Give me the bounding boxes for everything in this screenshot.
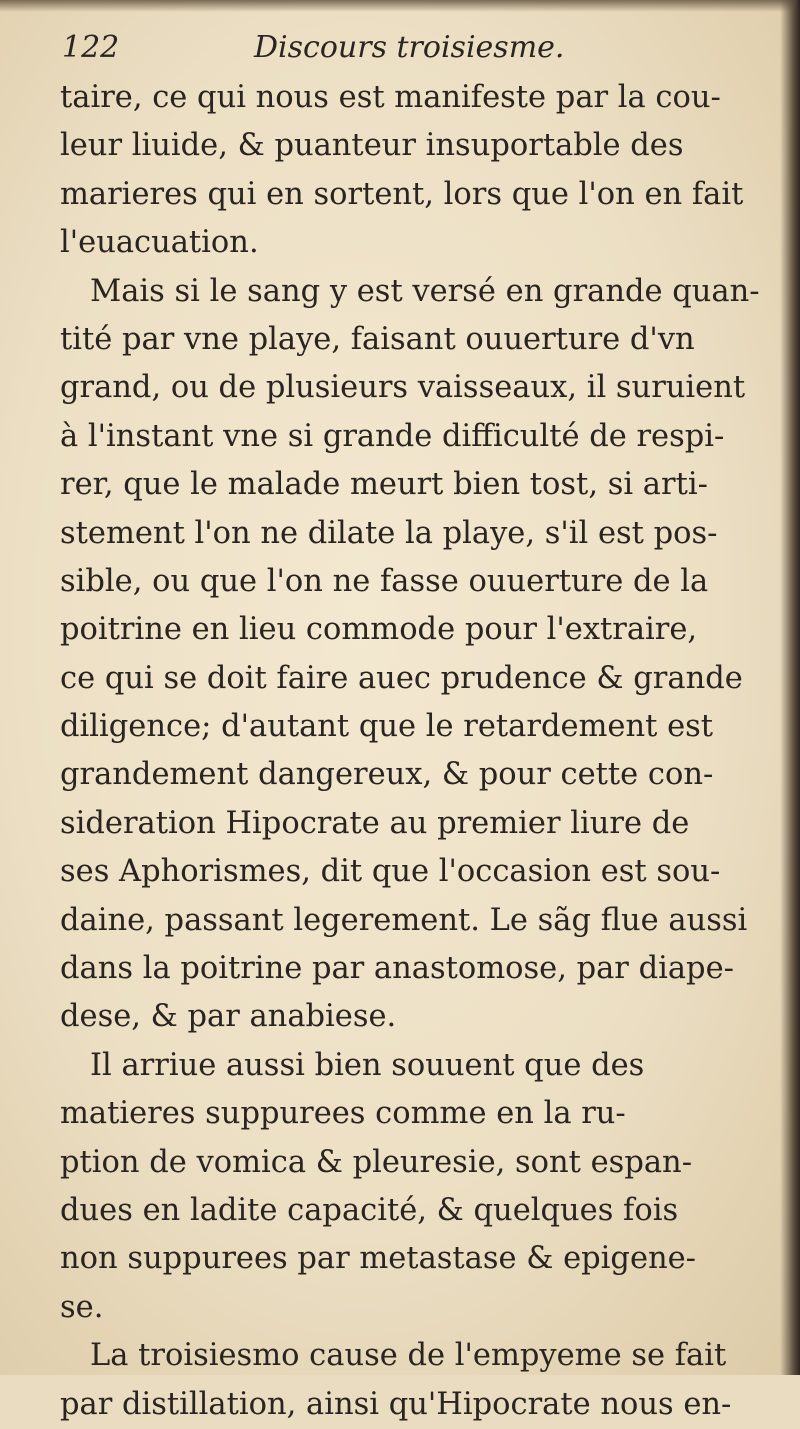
text-line: se. <box>60 1289 104 1325</box>
text-line: daine, passant legerement. Le sãg flue aussi <box>60 902 748 938</box>
text-line: l'euacuation. <box>60 225 259 261</box>
text-line: leur liuide, & puanteur insuportable des <box>60 128 684 164</box>
text-line: diligence; d'autant que le retardement est <box>60 709 714 745</box>
text-line: ses Aphorismes, dit que l'occasion est sou- <box>60 854 721 890</box>
page-top-shadow <box>0 0 800 12</box>
text-line: dese, & par anabiese. <box>60 999 397 1035</box>
text-line: à l'instant vne si grande difficulté de respi- <box>60 418 725 454</box>
page-header <box>62 26 752 76</box>
text-line: sible, ou que l'on ne fasse ouuerture de la <box>60 563 709 599</box>
page-number: 122 <box>62 30 120 65</box>
text-line: non suppurees par metastase & epigene- <box>60 1241 696 1277</box>
paragraph-start-line: Mais si le sang y est versé en grande quan- <box>90 273 760 309</box>
text-line: tité par vne playe, faisant ouuerture d'vn <box>60 321 695 357</box>
text-line: dans la poitrine par anastomose, par diape- <box>60 951 734 987</box>
text-line: rer, que le malade meurt bien tost, si arti- <box>60 467 708 503</box>
text-line: matieres suppurees comme en la ru- <box>60 1096 626 1132</box>
paragraph-start-line: La troisiesmo cause de l'empyeme se fait <box>90 1338 727 1374</box>
text-line: grandement dangereux, & pour cette con- <box>60 757 714 793</box>
text-line: marieres qui en sortent, lors que l'on en fait <box>60 176 744 212</box>
page-binding-edge <box>780 0 800 1375</box>
text-line: taire, ce qui nous est manifeste par la cou- <box>60 80 721 115</box>
text-line: ce qui se doit faire auec prudence & grande <box>60 660 743 696</box>
text-line: dues en ladite capacité, & quelques fois <box>60 1192 679 1228</box>
text-line: par distillation, ainsi qu'Hipocrate nous en- <box>60 1386 732 1422</box>
text-line: sideration Hipocrate au premier liure de <box>60 805 690 841</box>
text-line: ption de vomica & pleuresie, sont espan- <box>60 1144 692 1180</box>
running-title: Discours troisiesme. <box>254 30 565 65</box>
text-line: stement l'on ne dilate la playe, s'il est pos- <box>60 515 718 551</box>
text-line: grand, ou de plusieurs vaisseaux, il suruient <box>60 370 746 406</box>
paragraph-start-line: Il arriue aussi bien souuent que des <box>90 1047 645 1083</box>
text-line: poitrine en lieu commode pour l'extraire, <box>60 612 698 648</box>
body-text <box>60 74 760 1429</box>
